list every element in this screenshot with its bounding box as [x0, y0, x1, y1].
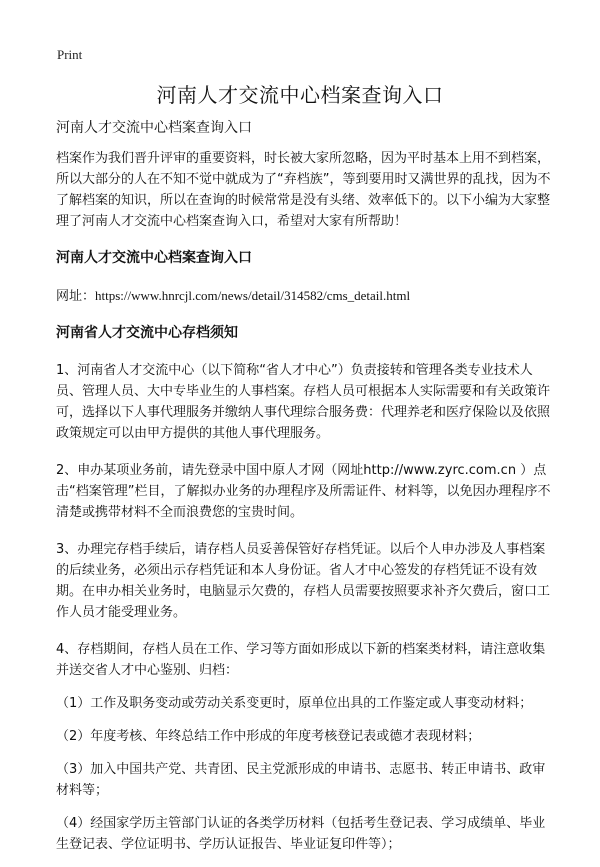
- url-link[interactable]: https://www.hnrcjl.com/news/detail/314582/cms_detail.html: [95, 288, 411, 303]
- url-line: [56, 285, 556, 307]
- material-item-2: （2）年度考核、年终总结工作中形成的年度考核登记表或德才表现材料；: [56, 729, 481, 744]
- notice-item-3: 3、办理完存档手续后，请存档人员妥善保管好存档凭证。以后个人申办涉及人事档案的后续业务，必须出示存档凭证和本人身份证。省人才中心签发的存档凭证不设有效期。在申办相关业务时，电脑显示欠费的，存档人员需要按照要求补齐欠费后，窗口工作人员才能受理业务。: [56, 542, 551, 620]
- material-item-3: （3）加入中国共产党、共青团、民主党派形成的申请书、志愿书、转正申请书、政审材料等；: [56, 762, 546, 798]
- page-title: 河南人才交流中心档案查询入口: [156, 83, 444, 107]
- intro-paragraph: 档案作为我们晋升评审的重要资料，时长被大家所忽略，因为平时基本上用不到档案，所以大部分的人在不知不觉中就成为了“弃档族”，等到要用时又满世界的乱找，因为不了解档案的知识，所以在查询的时候常常是没有头绪、效率低下的。以下小编为大家整理了河南人才交流中心档案查询入口，希望对大家有所帮助！: [56, 151, 551, 229]
- print-link[interactable]: Print: [57, 47, 83, 62]
- notice-item-4: 4、存档期间，存档人员在工作、学习等方面如形成以下新的档案类材料，请注意收集并送交省人才中心鉴别、归档：: [56, 642, 546, 678]
- article-subtitle: 河南人才交流中心档案查询入口: [56, 120, 252, 136]
- notice-item-2: 2、申办某项业务前，请先登录中国中原人才网（网址http://www.zyrc.com.cn ）点击“档案管理”栏目，了解拟办业务的办理程序及所需证件、材料等，以免因办理程序不清楚或携带材料不全而浪费您的宝贵时间。: [56, 463, 551, 520]
- section-heading-archive-notice: 河南省人才交流中心存档须知: [56, 325, 238, 341]
- article-body: [56, 118, 556, 867]
- section-heading-query-entry: 河南人才交流中心档案查询入口: [56, 250, 252, 266]
- url-label: 网址：: [56, 289, 96, 304]
- notice-item-1: 1、河南省人才交流中心（以下简称“省人才中心”）负责接转和管理各类专业技术人员、管理人员、大中专毕业生的人事档案。存档人员可根据本人实际需要和有关政策许可，选择以下人事代理服务并缴纳人事代理综合服务费：代理养老和医疗保险以及依照政策规定可以由甲方提供的其他人事代理服务。: [56, 363, 551, 441]
- material-item-4: （4）经国家学历主管部门认证的各类学历材料（包括考生登记表、学习成绩单、毕业生登记表、学位证明书、学历认证报告、毕业证复印件等）；: [56, 816, 546, 852]
- material-item-1: （1）工作及职务变动或劳动关系变更时，原单位出具的工作鉴定或人事变动材料；: [56, 696, 533, 711]
